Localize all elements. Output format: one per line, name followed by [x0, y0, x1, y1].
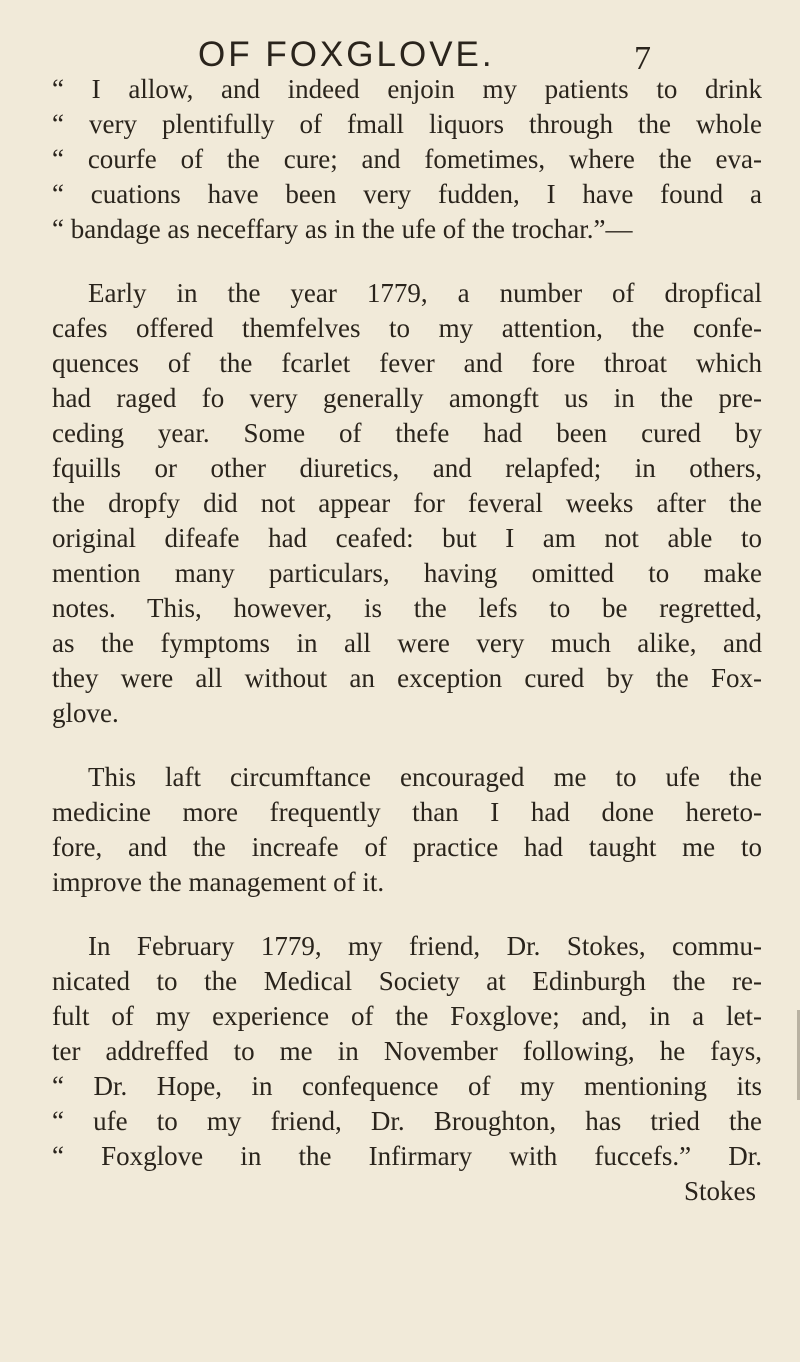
text-line: had raged fo very generally amongft us in the pre- [52, 383, 762, 413]
text-line: they were all without an exception cured by the Fox- [52, 663, 762, 693]
text-line: ter addreffed to me in November following, he fays, [52, 1036, 762, 1066]
body-text [52, 72, 762, 1209]
page-number: 7 [634, 40, 651, 77]
text-line: fult of my experience of the Foxglove; and, in a let- [52, 1001, 762, 1031]
text-line: Early in the year 1779, a number of dropfical [88, 278, 762, 308]
catchword: Stokes [683, 1176, 756, 1206]
paragraph-gap [52, 731, 762, 760]
text-line: medicine more frequently than I had done hereto- [52, 797, 762, 827]
text-line: “ I allow, and indeed enjoin my patients to drink [52, 74, 762, 104]
text-line: nicated to the Medical Society at Edinburgh the re- [52, 966, 762, 996]
text-line: mention many particulars, having omitted to make [52, 558, 762, 588]
text-line: fquills or other diuretics, and relapfed; in others, [52, 453, 762, 483]
running-head: OF FOXGLOVE. [198, 35, 495, 74]
text-line: the dropfy did not appear for feveral weeks after the [52, 488, 762, 518]
paragraph-gap [52, 900, 762, 929]
text-line: notes. This, however, is the lefs to be regretted, [52, 593, 762, 623]
text-line: “ courfe of the cure; and fometimes, where the eva- [52, 144, 762, 174]
text-line: “ cuations have been very fudden, I have found a [52, 179, 762, 209]
text-line: “ very plentifully of fmall liquors through the whole [52, 109, 762, 139]
text-line: cafes offered themfelves to my attention, the confe- [52, 313, 762, 343]
text-line: “ Dr. Hope, in confequence of my mentioning its [52, 1071, 762, 1101]
paragraph-gap [52, 247, 762, 276]
text-line: “ bandage as neceffary as in the ufe of the trochar.”— [52, 214, 633, 244]
text-line: ceding year. Some of thefe had been cured by [52, 418, 762, 448]
text-line: “ Foxglove in the Infirmary with fuccefs.” Dr. [52, 1141, 762, 1171]
text-line: quences of the fcarlet fever and fore throat which [52, 348, 762, 378]
text-line: glove. [52, 698, 119, 728]
text-line: fore, and the increafe of practice had taught me to [52, 832, 762, 862]
text-line: original difeafe had ceafed: but I am not able to [52, 523, 762, 553]
text-line: In February 1779, my friend, Dr. Stokes, commu- [88, 931, 762, 961]
text-line: “ ufe to my friend, Dr. Broughton, has tried the [52, 1106, 762, 1136]
text-line: improve the management of it. [52, 867, 385, 897]
text-line: This laft circumftance encouraged me to ufe the [88, 762, 762, 792]
text-line: as the fymptoms in all were very much alike, and [52, 628, 762, 658]
